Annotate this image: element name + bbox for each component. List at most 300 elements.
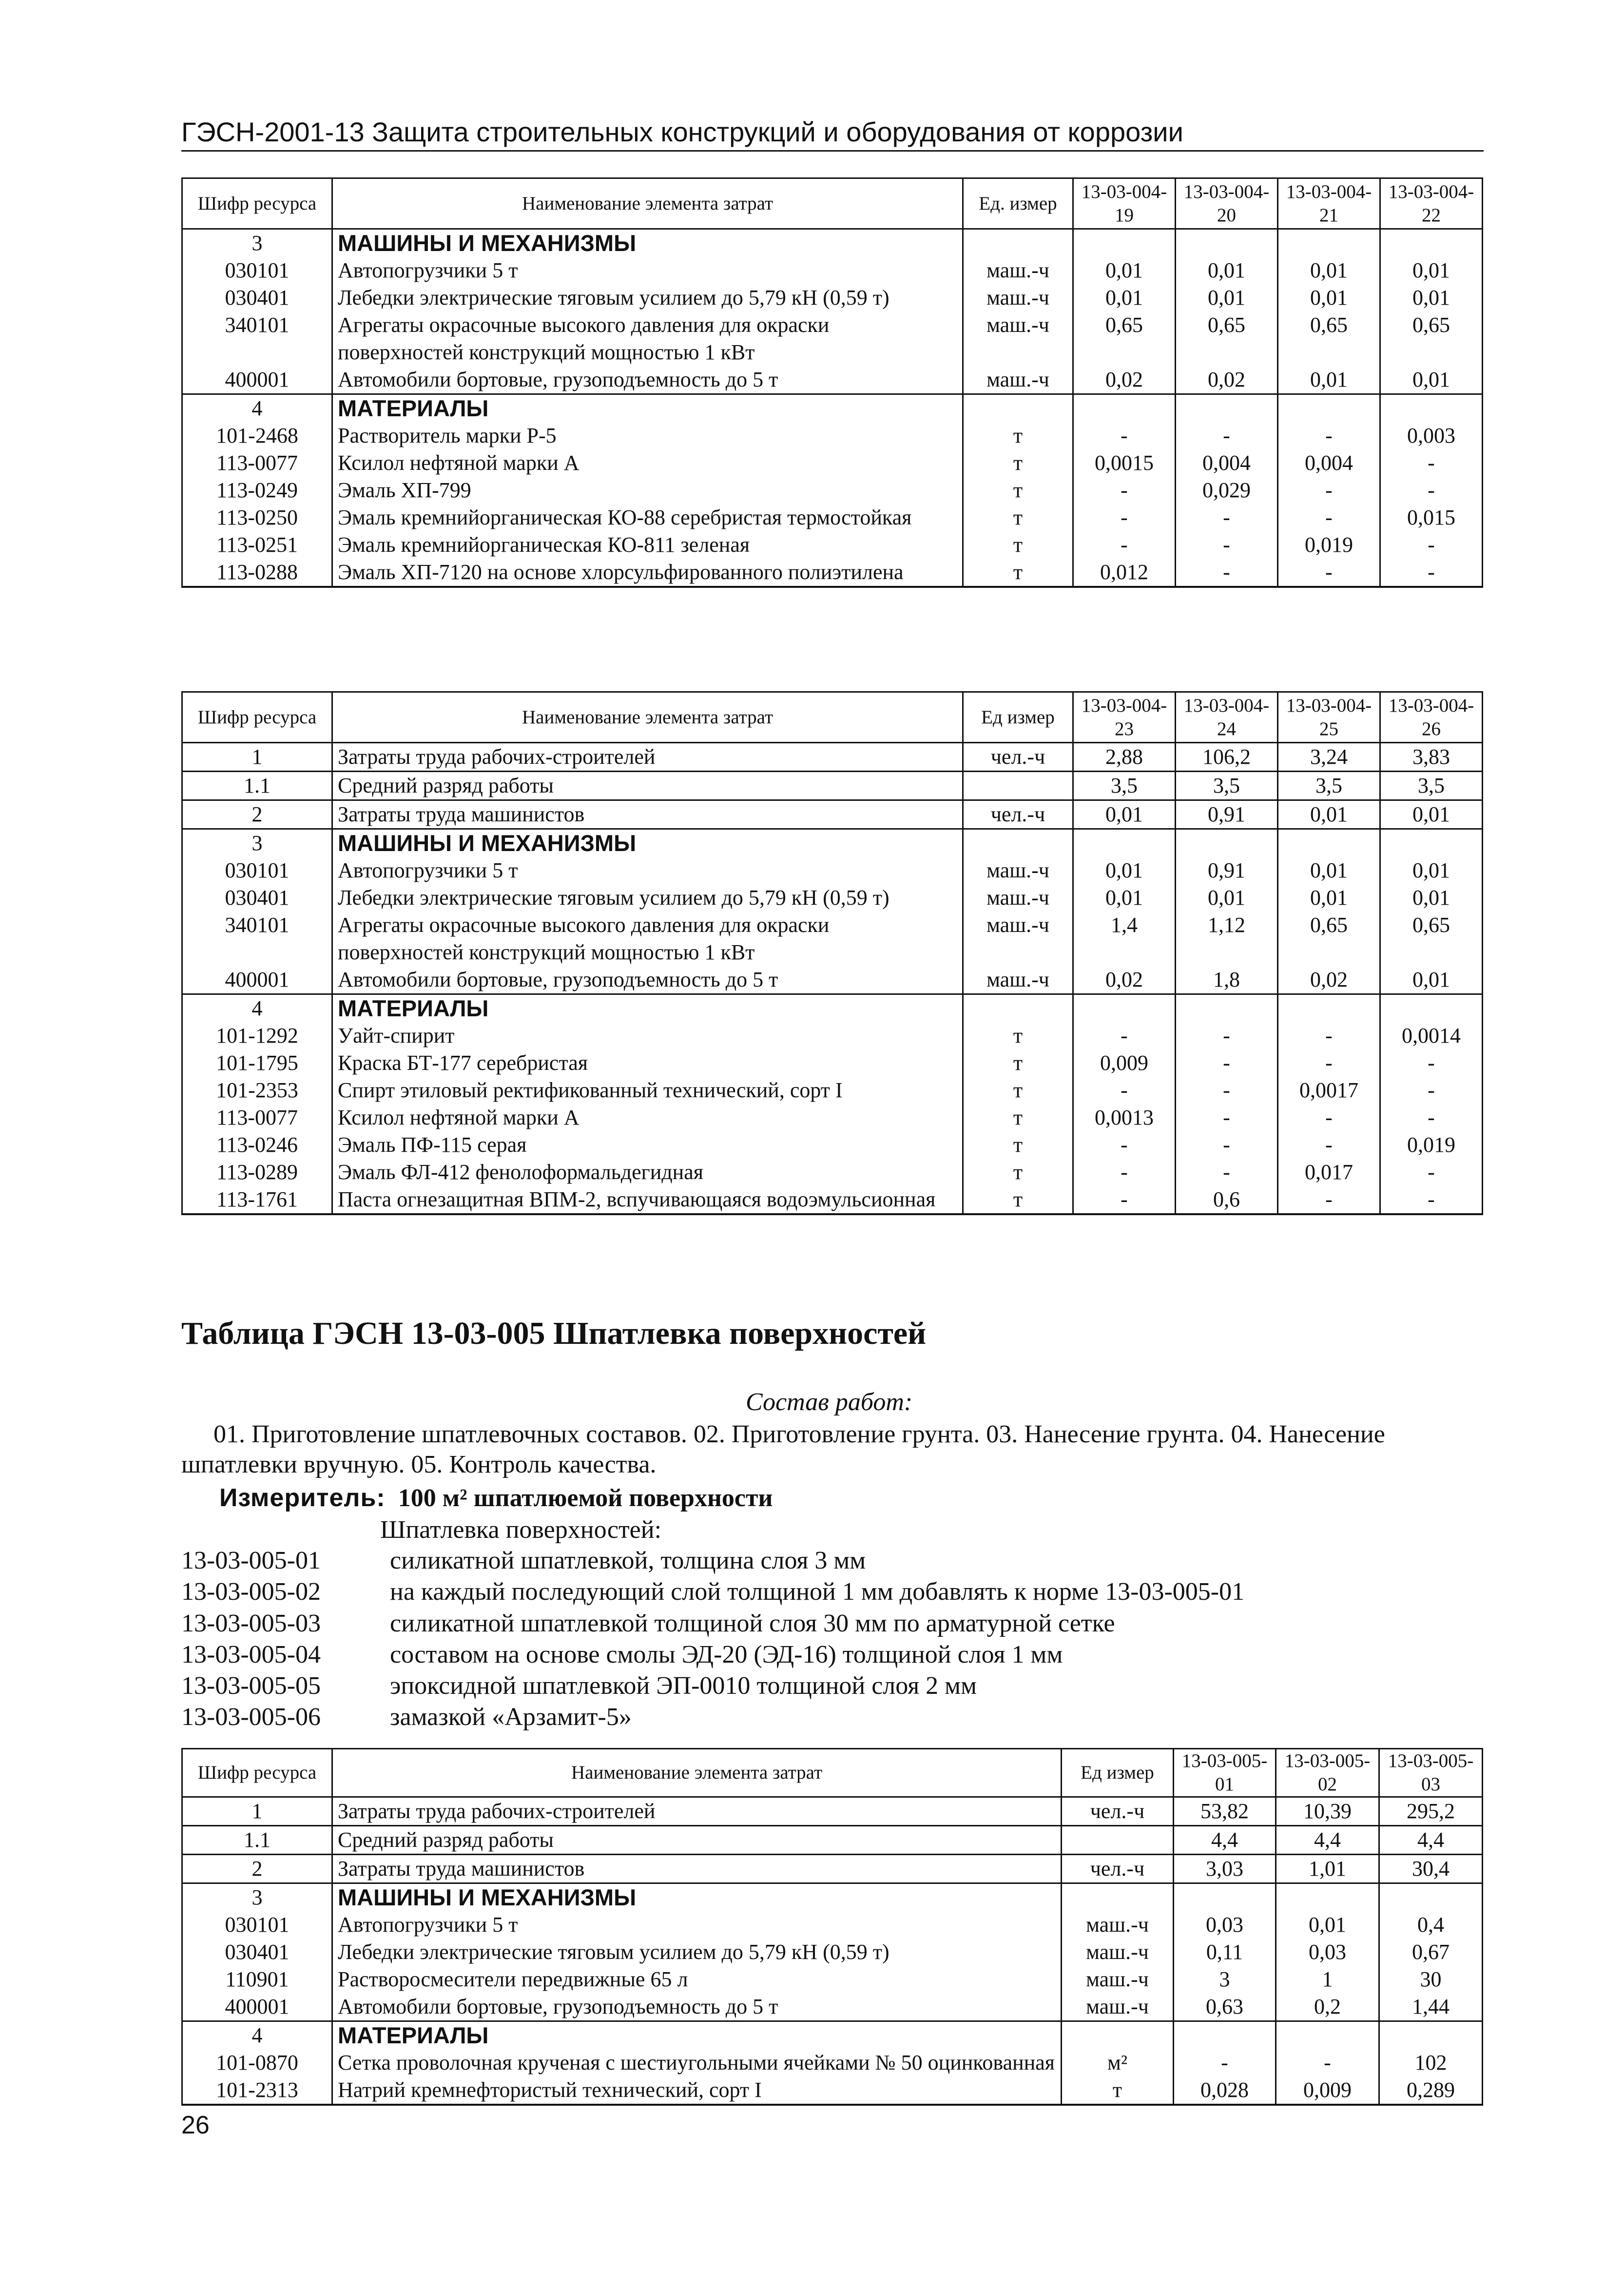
- table-row: [182, 1993, 1483, 2021]
- norm-value: 0,004: [1278, 449, 1380, 477]
- norm-value: -: [1073, 531, 1176, 559]
- norm-value: -: [1380, 1159, 1483, 1186]
- norm-value: 3,5: [1176, 772, 1278, 800]
- resource-unit: маш.-ч: [963, 366, 1073, 394]
- header-code: Шифр ресурса: [182, 1749, 332, 1797]
- resource-code: 101-1795: [182, 1049, 332, 1077]
- resource-name: Автопогрузчики 5 т: [332, 857, 963, 884]
- resource-code: 030401: [182, 284, 332, 311]
- section-row: [182, 1883, 1483, 1912]
- resource-unit: маш.-ч: [963, 884, 1073, 911]
- header-norm: 13-03-004-22: [1380, 178, 1483, 229]
- norm-item: [181, 1545, 1244, 1576]
- norm-value: 0,65: [1176, 311, 1278, 366]
- norm-value: -: [1380, 1186, 1483, 1214]
- table-row: [182, 1911, 1483, 1939]
- resource-name: Автомобили бортовые, грузоподъемность до 5 т: [332, 966, 963, 994]
- norm-value: 1,44: [1379, 1993, 1483, 2021]
- resource-code: 1: [182, 1797, 332, 1826]
- resource-code: 1.1: [182, 772, 332, 800]
- table-row: [182, 1826, 1483, 1855]
- norm-value: -: [1380, 1077, 1483, 1104]
- norm-text: замазкой «Арзамит-5»: [390, 1703, 632, 1731]
- norm-value: -: [1176, 1022, 1278, 1049]
- resource-name: Спирт этиловый ректификованный технический, сорт I: [332, 1077, 963, 1104]
- norm-value: -: [1073, 1022, 1176, 1049]
- norm-value: [1379, 2021, 1483, 2050]
- header-norm: 13-03-004-21: [1278, 178, 1380, 229]
- norm-value: 0,02: [1278, 966, 1380, 994]
- section-title: Таблица ГЭСН 13-03-005 Шпатлевка поверхностей: [181, 1316, 927, 1351]
- resource-name: Эмаль кремнийорганическая КО-88 серебристая термостойкая: [332, 504, 963, 531]
- norm-value: 0,017: [1278, 1159, 1380, 1186]
- resource-name: Эмаль ПФ-115 серая: [332, 1131, 963, 1159]
- table-row: [182, 1049, 1483, 1077]
- table-row: [182, 1186, 1483, 1214]
- resource-unit: т: [963, 477, 1073, 504]
- norm-value: 0,91: [1176, 800, 1278, 829]
- resource-name: Автомобили бортовые, грузоподъемность до 5 т: [332, 1993, 1062, 2021]
- norm-code: 13-03-005-03: [181, 1609, 321, 1637]
- norm-value: 0,65: [1278, 911, 1380, 966]
- table-row: [182, 449, 1483, 477]
- resource-code: 1.1: [182, 1826, 332, 1855]
- norm-value: [1278, 229, 1380, 257]
- page-number: 26: [181, 2111, 210, 2139]
- header-norm: 13-03-004-26: [1380, 692, 1483, 743]
- norm-value: 0,0013: [1073, 1104, 1176, 1131]
- resource-unit: маш.-ч: [1062, 1993, 1174, 2021]
- norm-value: 0,028: [1174, 2076, 1276, 2105]
- norm-value: 0,65: [1278, 311, 1380, 366]
- resource-code: 1: [182, 743, 332, 772]
- norm-value: 0,6: [1176, 1186, 1278, 1214]
- norm-value: 0,01: [1176, 284, 1278, 311]
- resource-code: 3: [182, 1883, 332, 1912]
- section-row: [182, 994, 1483, 1023]
- norm-value: [1073, 994, 1176, 1023]
- resource-code: 101-1292: [182, 1022, 332, 1049]
- resource-code: 113-0251: [182, 531, 332, 559]
- norm-value: -: [1176, 422, 1278, 449]
- section-row: [182, 2021, 1483, 2050]
- resource-name: Лебедки электрические тяговым усилием до 5,79 кН (0,59 т): [332, 884, 963, 911]
- norm-value: 30: [1379, 1966, 1483, 1993]
- norm-value: 0,4: [1379, 1911, 1483, 1939]
- section-heading: МАТЕРИАЛЫ: [332, 2021, 1062, 2050]
- table-row: [182, 772, 1483, 800]
- table-row: [182, 504, 1483, 531]
- resource-name: Автомобили бортовые, грузоподъемность до 5 т: [332, 366, 963, 394]
- norm-value: -: [1278, 504, 1380, 531]
- resource-code: 110901: [182, 1966, 332, 1993]
- resource-code: 340101: [182, 911, 332, 966]
- norm-value: -: [1278, 1022, 1380, 1049]
- meter-value: 100 м² шпатлюемой поверхности: [398, 1484, 773, 1512]
- resource-name: Средний разряд работы: [332, 772, 963, 800]
- resource-name: Ксилол нефтяной марки А: [332, 449, 963, 477]
- norm-value: 0,009: [1073, 1049, 1176, 1077]
- norm-value: 10,39: [1276, 1797, 1379, 1826]
- resource-code: 113-1761: [182, 1186, 332, 1214]
- resource-unit: т: [963, 504, 1073, 531]
- header-norm: 13-03-004-20: [1176, 178, 1278, 229]
- header-name: Наименование элемента затрат: [332, 692, 963, 743]
- norm-value: 0,01: [1380, 257, 1483, 284]
- norm-value: [1073, 229, 1176, 257]
- table-row: [182, 911, 1483, 966]
- resource-unit: [1062, 1883, 1174, 1912]
- table-row: [182, 1966, 1483, 1993]
- norm-value: -: [1278, 1104, 1380, 1131]
- table-row: [182, 477, 1483, 504]
- resource-name: Затраты труда машинистов: [332, 800, 963, 829]
- resource-unit: маш.-ч: [1062, 1966, 1174, 1993]
- resource-code: 340101: [182, 311, 332, 366]
- norm-value: 0,01: [1380, 366, 1483, 394]
- norm-value: 0,01: [1380, 800, 1483, 829]
- norm-value: -: [1176, 531, 1278, 559]
- resource-name: Эмаль ФЛ-412 фенолоформальдегидная: [332, 1159, 963, 1186]
- resource-code: 030101: [182, 857, 332, 884]
- norm-value: 0,01: [1073, 284, 1176, 311]
- header-norm: 13-03-005-02: [1276, 1749, 1379, 1797]
- norm-text: силикатной шпатлевкой, толщина слоя 3 мм: [390, 1547, 866, 1574]
- header-norm: 13-03-004-23: [1073, 692, 1176, 743]
- header-norm: 13-03-004-25: [1278, 692, 1380, 743]
- table-row: [182, 559, 1483, 587]
- norm-value: [1380, 229, 1483, 257]
- header-unit: Ед измер: [1062, 1749, 1174, 1797]
- resource-table-004-19-22: [181, 177, 1483, 588]
- norm-text: эпоксидной шпатлевкой ЭП-0010 толщиной слоя 2 мм: [390, 1672, 977, 1700]
- resource-code: 2: [182, 800, 332, 829]
- table-row: [182, 1077, 1483, 1104]
- norm-value: 0,11: [1174, 1939, 1276, 1966]
- resource-unit: м²: [1062, 2049, 1174, 2076]
- resource-name: Краска БТ-177 серебристая: [332, 1049, 963, 1077]
- norm-value: 1,01: [1276, 1855, 1379, 1883]
- norm-list: [181, 1545, 1244, 1733]
- norm-value: 0,01: [1380, 884, 1483, 911]
- section-heading: МАШИНЫ И МЕХАНИЗМЫ: [332, 229, 963, 257]
- resource-name: Агрегаты окрасочные высокого давления для окраски поверхностей конструкций мощностью 1 кВт: [332, 911, 963, 966]
- table-header-row: [182, 178, 1483, 229]
- norm-value: 0,0015: [1073, 449, 1176, 477]
- resource-name: Лебедки электрические тяговым усилием до 5,79 кН (0,59 т): [332, 284, 963, 311]
- norm-value: 295,2: [1379, 1797, 1483, 1826]
- norm-code: 13-03-005-05: [181, 1672, 321, 1700]
- resource-name: Затраты труда рабочих-строителей: [332, 1797, 1062, 1826]
- norm-value: [1278, 394, 1380, 423]
- resource-name: Натрий кремнефтористый технический, сорт I: [332, 2076, 1062, 2105]
- norm-value: [1176, 829, 1278, 857]
- resource-code: 030401: [182, 884, 332, 911]
- norm-value: [1379, 1883, 1483, 1912]
- resource-name: Сетка проволочная крученая с шестиугольными ячейками № 50 оцинкованная: [332, 2049, 1062, 2076]
- table-row: [182, 857, 1483, 884]
- resource-code: 2: [182, 1855, 332, 1883]
- norm-value: 0,015: [1380, 504, 1483, 531]
- norm-value: 1,4: [1073, 911, 1176, 966]
- norm-value: 0,0014: [1380, 1022, 1483, 1049]
- norm-value: -: [1073, 1131, 1176, 1159]
- norm-value: [1176, 994, 1278, 1023]
- norm-value: 0,009: [1276, 2076, 1379, 2105]
- resource-code: 101-0870: [182, 2049, 332, 2076]
- resource-code: 113-0077: [182, 1104, 332, 1131]
- table-row: [182, 743, 1483, 772]
- norm-value: -: [1278, 1049, 1380, 1077]
- resource-code: 400001: [182, 366, 332, 394]
- norm-value: -: [1176, 1049, 1278, 1077]
- table-row: [182, 1855, 1483, 1883]
- norm-value: 0,019: [1380, 1131, 1483, 1159]
- norm-value: 0,01: [1073, 800, 1176, 829]
- norm-value: -: [1380, 477, 1483, 504]
- table-row: [182, 884, 1483, 911]
- header-norm: 13-03-005-01: [1174, 1749, 1276, 1797]
- resource-unit: т: [963, 559, 1073, 587]
- resource-name: Затраты труда машинистов: [332, 1855, 1062, 1883]
- norm-value: 1: [1276, 1966, 1379, 1993]
- table-row: [182, 1939, 1483, 1966]
- resource-name: Эмаль кремнийорганическая КО-811 зеленая: [332, 531, 963, 559]
- resource-code: 113-0250: [182, 504, 332, 531]
- resource-unit: т: [963, 1049, 1073, 1077]
- header-unit: Ед измер: [963, 692, 1073, 743]
- resource-code: 113-0289: [182, 1159, 332, 1186]
- resource-unit: маш.-ч: [963, 257, 1073, 284]
- section-heading: МАТЕРИАЛЫ: [332, 994, 963, 1023]
- resource-name: Агрегаты окрасочные высокого давления для окраски поверхностей конструкций мощностью 1 кВт: [332, 311, 963, 366]
- norm-value: 4,4: [1276, 1826, 1379, 1855]
- resource-name: Средний разряд работы: [332, 1826, 1062, 1855]
- running-head: ГЭСН-2001-13 Защита строительных конструкций и оборудования от коррозии: [181, 115, 1484, 152]
- resource-code: 4: [182, 2021, 332, 2050]
- norm-value: 0,03: [1276, 1939, 1379, 1966]
- resource-name: Ксилол нефтяной марки А: [332, 1104, 963, 1131]
- resource-code: 113-0288: [182, 559, 332, 587]
- table-row: [182, 1022, 1483, 1049]
- norm-value: -: [1073, 1186, 1176, 1214]
- table-header-row: [182, 1749, 1483, 1797]
- resource-name: Уайт-спирит: [332, 1022, 963, 1049]
- norm-value: 0,01: [1073, 257, 1176, 284]
- norm-value: [1073, 394, 1176, 423]
- resource-code: 113-0077: [182, 449, 332, 477]
- norm-value: 0,65: [1380, 911, 1483, 966]
- norm-value: [1176, 394, 1278, 423]
- resource-name: Растворосмесители передвижные 65 л: [332, 1966, 1062, 1993]
- resource-unit: маш.-ч: [963, 911, 1073, 966]
- norm-value: [1380, 829, 1483, 857]
- norm-value: 0,029: [1176, 477, 1278, 504]
- resource-code: 400001: [182, 966, 332, 994]
- resource-unit: чел.-ч: [1062, 1855, 1174, 1883]
- resource-name: Паста огнезащитная ВПМ-2, вспучивающаяся водоэмульсионная: [332, 1186, 963, 1214]
- norm-value: 0,289: [1379, 2076, 1483, 2105]
- resource-unit: т: [1062, 2076, 1174, 2105]
- norm-value: 3,5: [1073, 772, 1176, 800]
- resource-unit: маш.-ч: [1062, 1911, 1174, 1939]
- resource-code: 400001: [182, 1993, 332, 2021]
- table-row: [182, 966, 1483, 994]
- meter-label: Измеритель:: [219, 1484, 386, 1512]
- resource-name: Лебедки электрические тяговым усилием до 5,79 кН (0,59 т): [332, 1939, 1062, 1966]
- resource-unit: [963, 229, 1073, 257]
- norm-code: 13-03-005-04: [181, 1640, 321, 1668]
- resource-unit: т: [963, 1159, 1073, 1186]
- norm-value: [1276, 2021, 1379, 2050]
- header-norm: 13-03-005-03: [1379, 1749, 1483, 1797]
- norm-item: [181, 1608, 1244, 1639]
- norm-value: [1176, 229, 1278, 257]
- header-norm: 13-03-004-24: [1176, 692, 1278, 743]
- resource-unit: маш.-ч: [1062, 1939, 1174, 1966]
- section-row: [182, 829, 1483, 857]
- norm-value: 3,5: [1380, 772, 1483, 800]
- resource-unit: маш.-ч: [963, 284, 1073, 311]
- norm-value: 0,01: [1278, 366, 1380, 394]
- resource-name: Затраты труда рабочих-строителей: [332, 743, 963, 772]
- norm-value: 0,65: [1073, 311, 1176, 366]
- norm-value: -: [1176, 1104, 1278, 1131]
- table-row: [182, 1797, 1483, 1826]
- resource-unit: [1062, 2021, 1174, 2050]
- norm-value: 1,12: [1176, 911, 1278, 966]
- norm-value: 2,88: [1073, 743, 1176, 772]
- norm-value: 0,01: [1278, 800, 1380, 829]
- norm-value: 0,03: [1174, 1911, 1276, 1939]
- norm-value: 0,004: [1176, 449, 1278, 477]
- norm-value: 0,01: [1073, 884, 1176, 911]
- norm-value: -: [1380, 449, 1483, 477]
- resource-code: 101-2353: [182, 1077, 332, 1104]
- resource-code: 101-2313: [182, 2076, 332, 2105]
- norm-item: [181, 1702, 1244, 1733]
- table-row: [182, 366, 1483, 394]
- norm-value: 0,003: [1380, 422, 1483, 449]
- table-row: [182, 1159, 1483, 1186]
- resource-code: 4: [182, 994, 332, 1023]
- table-row: [182, 284, 1483, 311]
- norm-value: 0,01: [1278, 284, 1380, 311]
- norm-value: 0,01: [1073, 857, 1176, 884]
- header-unit: Ед. измер: [963, 178, 1073, 229]
- resource-unit: т: [963, 1104, 1073, 1131]
- header-norm: 13-03-004-19: [1073, 178, 1176, 229]
- norm-value: [1278, 829, 1380, 857]
- norm-value: 0,91: [1176, 857, 1278, 884]
- norm-value: 0,01: [1380, 966, 1483, 994]
- norm-text: на каждый последующий слой толщиной 1 мм добавлять к норме 13-03-005-01: [390, 1578, 1245, 1606]
- resource-name: Эмаль ХП-799: [332, 477, 963, 504]
- resource-code: 030101: [182, 257, 332, 284]
- resource-name: Автопогрузчики 5 т: [332, 1911, 1062, 1939]
- resource-name: Автопогрузчики 5 т: [332, 257, 963, 284]
- meter-line: [219, 1483, 773, 1513]
- resource-unit: т: [963, 1022, 1073, 1049]
- header-name: Наименование элемента затрат: [332, 178, 963, 229]
- norm-value: -: [1176, 1077, 1278, 1104]
- norm-value: -: [1073, 504, 1176, 531]
- header-name: Наименование элемента затрат: [332, 1749, 1062, 1797]
- norm-value: [1174, 2021, 1276, 2050]
- norm-value: [1278, 994, 1380, 1023]
- resource-unit: т: [963, 1186, 1073, 1214]
- norm-value: 0,2: [1276, 1993, 1379, 2021]
- norm-value: 0,019: [1278, 531, 1380, 559]
- norm-value: -: [1380, 559, 1483, 587]
- norm-value: 3,03: [1174, 1855, 1276, 1883]
- resource-unit: [1062, 1826, 1174, 1855]
- norm-value: 106,2: [1176, 743, 1278, 772]
- section-row: [182, 394, 1483, 423]
- resource-unit: чел.-ч: [963, 800, 1073, 829]
- resource-unit: чел.-ч: [1062, 1797, 1174, 1826]
- resource-code: 101-2468: [182, 422, 332, 449]
- table-row: [182, 2049, 1483, 2076]
- norm-value: 0,01: [1176, 884, 1278, 911]
- table-row: [182, 531, 1483, 559]
- resource-code: 113-0249: [182, 477, 332, 504]
- norm-value: -: [1176, 559, 1278, 587]
- resource-code: 113-0246: [182, 1131, 332, 1159]
- resource-code: 030401: [182, 1939, 332, 1966]
- norm-value: 0,01: [1380, 857, 1483, 884]
- table-row: [182, 257, 1483, 284]
- norm-code: 13-03-005-06: [181, 1703, 321, 1731]
- norm-value: [1073, 829, 1176, 857]
- norm-value: 3,83: [1380, 743, 1483, 772]
- norm-value: 102: [1379, 2049, 1483, 2076]
- norm-value: -: [1174, 2049, 1276, 2076]
- norm-value: -: [1073, 1159, 1176, 1186]
- norm-value: 3: [1174, 1966, 1276, 1993]
- resource-code: 3: [182, 229, 332, 257]
- resource-unit: чел.-ч: [963, 743, 1073, 772]
- norm-value: -: [1278, 559, 1380, 587]
- norm-value: 0,01: [1278, 257, 1380, 284]
- norm-value: 0,67: [1379, 1939, 1483, 1966]
- section-heading: МАШИНЫ И МЕХАНИЗМЫ: [332, 829, 963, 857]
- norm-value: -: [1278, 422, 1380, 449]
- norm-value: [1380, 394, 1483, 423]
- table-row: [182, 800, 1483, 829]
- resource-code: 3: [182, 829, 332, 857]
- section-heading: МАТЕРИАЛЫ: [332, 394, 963, 423]
- norm-value: 53,82: [1174, 1797, 1276, 1826]
- section-heading: МАШИНЫ И МЕХАНИЗМЫ: [332, 1883, 1062, 1912]
- norm-value: -: [1073, 1077, 1176, 1104]
- norm-value: 3,24: [1278, 743, 1380, 772]
- resource-code: 030101: [182, 1911, 332, 1939]
- resource-unit: маш.-ч: [963, 966, 1073, 994]
- table-row: [182, 422, 1483, 449]
- norm-value: -: [1073, 422, 1176, 449]
- resource-unit: маш.-ч: [963, 857, 1073, 884]
- section-row: [182, 229, 1483, 257]
- norm-value: -: [1380, 1104, 1483, 1131]
- norm-value: 0,02: [1073, 966, 1176, 994]
- norm-value: [1276, 1883, 1379, 1912]
- resource-unit: [963, 829, 1073, 857]
- norm-value: -: [1176, 1159, 1278, 1186]
- resource-unit: [963, 772, 1073, 800]
- resource-name: Растворитель марки Р-5: [332, 422, 963, 449]
- norm-value: 30,4: [1379, 1855, 1483, 1883]
